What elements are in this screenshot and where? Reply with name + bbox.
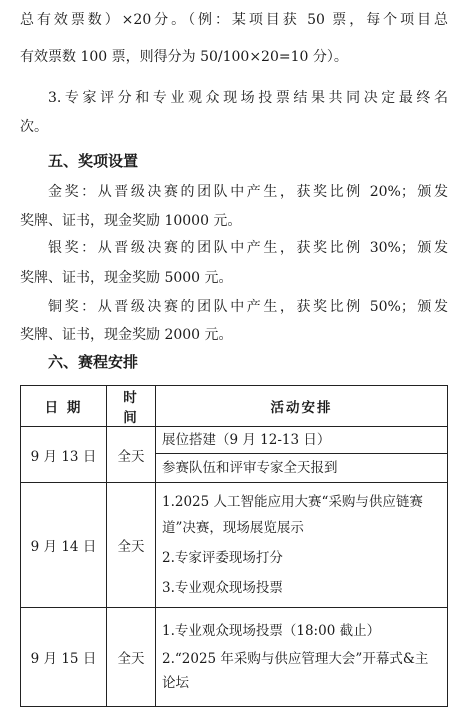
row-time: 全天 <box>107 483 156 608</box>
table-header-row <box>21 386 448 427</box>
header-time: 时 间 <box>107 386 156 427</box>
activity-item: 1.2025 人工智能应用大赛“采购与供应链赛道”决赛，现场展览展示 <box>162 494 423 536</box>
award-bronze-line: 铜奖：从晋级决赛的团队中产生，获奖比例 50%；颁发 <box>48 299 448 315</box>
activity-item: 展位搭建（9 月 12-13 日） <box>162 432 331 448</box>
row-time: 全天 <box>107 608 156 707</box>
award-gold-line: 奖牌、证书，现金奖励 10000 元。 <box>20 213 242 229</box>
table-row <box>21 427 448 483</box>
row-activities <box>156 608 448 707</box>
paragraph-line: 有效票数 100 票，则得分为 50/100×20=10 分）。 <box>20 49 348 65</box>
award-silver-line: 银奖：从晋级决赛的团队中产生，获奖比例 30%；颁发 <box>48 240 448 256</box>
section-heading-schedule: 六、赛程安排 <box>48 353 139 371</box>
award-bronze-line: 奖牌、证书，现金奖励 2000 元。 <box>20 327 233 343</box>
header-activities: 活动安排 <box>156 386 448 427</box>
activity-item: 3.专业观众现场投票 <box>162 580 283 596</box>
row-activities <box>156 427 448 483</box>
paragraph-line: 次。 <box>20 119 48 135</box>
activity-item: 参赛队伍和评审专家全天报到 <box>156 453 447 482</box>
row-time: 全天 <box>107 427 156 483</box>
award-silver-line: 奖牌、证书，现金奖励 5000 元。 <box>20 270 233 286</box>
activity-item: 1.专业观众现场投票（18:00 截止） <box>162 623 381 639</box>
section-heading-awards: 五、奖项设置 <box>48 152 139 170</box>
activity-item: 2.专家评委现场打分 <box>162 550 283 566</box>
award-gold-line: 金奖：从晋级决赛的团队中产生，获奖比例 20%；颁发 <box>48 184 448 200</box>
table-row <box>21 483 448 608</box>
row-date: 9 月 15 日 <box>21 608 107 707</box>
paragraph-line: 3.专家评分和专业观众现场投票结果共同决定最终名 <box>48 90 448 106</box>
activity-item: 2.“2025 年采购与供应管理大会”开幕式&主论坛 <box>162 651 429 691</box>
row-date: 9 月 13 日 <box>21 427 107 483</box>
header-date: 日 期 <box>21 386 107 427</box>
row-date: 9 月 14 日 <box>21 483 107 608</box>
row-activities <box>156 483 448 608</box>
schedule-table <box>20 385 448 707</box>
paragraph-line: 总有效票数）×20分。（例：某项目获 50 票，每个项目总 <box>20 12 448 28</box>
table-row <box>21 608 448 707</box>
